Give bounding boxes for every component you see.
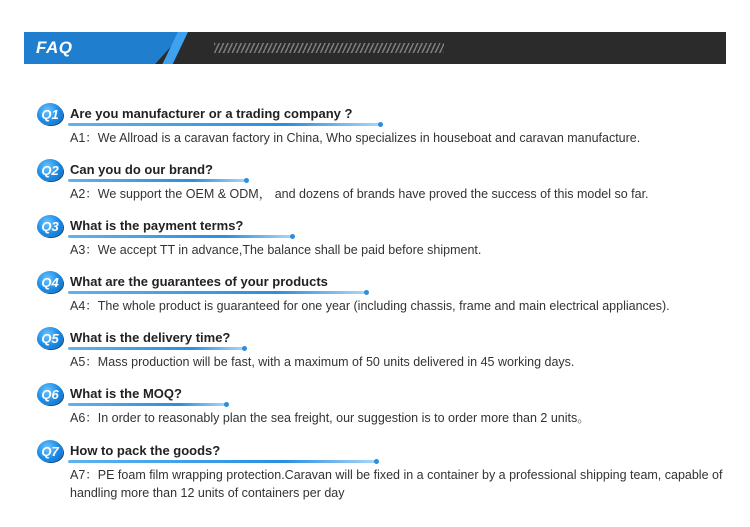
page-title: FAQ [36, 38, 73, 57]
question-badge-icon: Q7 [37, 440, 63, 462]
question-badge-icon: Q3 [37, 215, 63, 237]
answer-text: A5：Mass production will be fast, with a maximum of 50 units delivered in 45 working days. [70, 355, 575, 369]
question-text: What is the delivery time? [70, 330, 231, 345]
question-underline [68, 347, 244, 350]
question-text: Are you manufacturer or a trading company ? [70, 106, 353, 121]
question-underline [68, 460, 376, 463]
answer-text: A3：We accept TT in advance,The balance shall be paid before shipment. [70, 243, 482, 257]
question-underline [68, 291, 366, 294]
question-badge-icon: Q4 [37, 271, 63, 293]
answer-text: A1：We Allroad is a caravan factory in China, Who specializes in houseboat and caravan manufacture. [70, 131, 641, 145]
question-underline [68, 179, 246, 182]
answer-text: A4：The whole product is guaranteed for one year (including chassis, frame and main electrical appliances). [70, 299, 670, 313]
question-underline [68, 235, 292, 238]
header-decorative-dashes [214, 43, 444, 53]
question-text: What are the guarantees of your products [70, 274, 328, 289]
question-text: What is the MOQ? [70, 386, 182, 401]
question-text: Can you do our brand? [70, 162, 213, 177]
question-text: What is the payment terms? [70, 218, 244, 233]
answer-text: A6：In order to reasonably plan the sea freight, our suggestion is to order more than 2 units。 [70, 411, 590, 425]
answer-text: A7：PE foam film wrapping protection.Caravan will be fixed in a container by a professional shipping team, capable of handling more than 12 units of containers per day [70, 468, 723, 500]
question-underline [68, 123, 380, 126]
question-badge-icon: Q1 [37, 103, 63, 125]
question-text: How to pack the goods? [70, 443, 221, 458]
question-badge-icon: Q5 [37, 327, 63, 349]
question-badge-icon: Q6 [37, 383, 63, 405]
faq-header [24, 32, 726, 64]
question-badge-icon: Q2 [37, 159, 63, 181]
answer-text: A2：We support the OEM & ODM， and dozens of brands have proved the success of this model so far. [70, 187, 649, 201]
question-underline [68, 403, 226, 406]
